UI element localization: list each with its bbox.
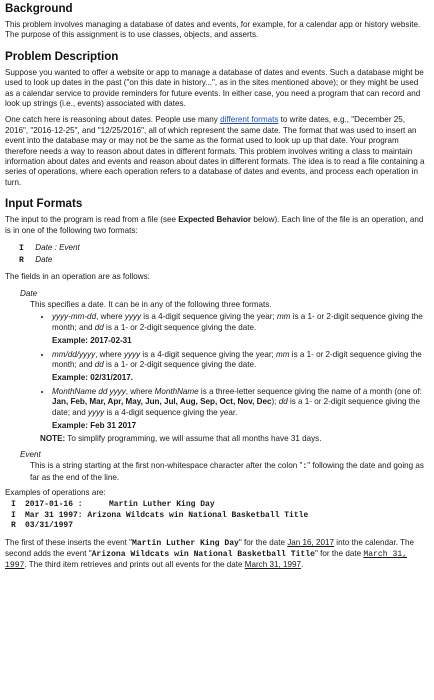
- examples-intro: Examples of operations are:: [5, 488, 106, 497]
- example-iso: Example: 2017-02-31: [52, 336, 132, 346]
- example-row: I Mar 31 1997: Arizona Wildcats win National Basketball Title: [11, 510, 309, 520]
- format-retrieve: R Date: [19, 255, 53, 266]
- background-heading: Background: [5, 2, 73, 15]
- date-definition: This specifies a date. It can be in any of the following three formats. • yyyy-mm-dd, where yyyy is a 4-digit sequence giving the year; mm is a 1- or 2-digit sequence giving the month; and dd is a 1- or 2-digit sequence giving the date. Example: 2017-02-31 • mm/dd/yyyy, where yyyy is a 4-digit sequence giving the year; mm is a 1- or 2-digit sequence giving the month; and dd is a 1- or 2-digit sequence giving the date. Example: 02/31/2017. • MonthName dd yyyy, where MonthName is a three-letter sequence giving the name of a month (one of: Jan, Feb, Mar, Apr, May, Jun, Jul, Aug, Sep, Oct, Nov, Dec); dd is a 1- or 2-digit sequence giving the date; and yyyy is a 4-digit sequence giving the year. Example: Feb 31 2017 NOTE: To simplify programming, we will assume that all months have 31 days.: [30, 300, 429, 445]
- background-text: This problem involves managing a database of dates and events, for example, for a calendar app or history website. The purpose of this assignment is to use classes, objects, and asserts.: [5, 20, 421, 40]
- input-formats-heading: Input Formats: [5, 197, 83, 211]
- date-format-slash: • mm/dd/yyyy, where yyyy is a 4-digit sequence giving the year; mm is a 1- or 2-digit sequence giving the month; and dd is a 1- or 2-digit sequence giving the date. Example: 02/31/2017.: [52, 350, 429, 384]
- example-monthname: Example: Feb 31 2017: [52, 420, 137, 430]
- example-row: I 2017-01-16 : Martin Luther King Day: [11, 500, 215, 510]
- fields-intro: The fields in an operation are as follows:: [5, 272, 150, 282]
- problem-heading: Problem Description: [5, 49, 119, 63]
- format-insert: I Date : Event: [19, 243, 80, 254]
- example-row: R 03/31/1997: [11, 521, 74, 531]
- event-definition: This is a string starting at the first non-whitespace character after the colon ":" following the date and going as far as the end of the line.: [30, 461, 424, 482]
- problem-paragraph-1: Suppose you wanted to offer a website or app to manage a database of dates and events. Such a database might be used to look up dates in the past ("on this date in history...", as in the sites mentioned above); or they might be used as a calendar service to provide reminders for future events. In either case, you need a program that can record and look up strings (i.e., events) associated with dates.: [5, 67, 424, 109]
- note: NOTE: To simplify programming, we will assume that all months have 31 days.: [40, 434, 322, 444]
- example-slash: Example: 02/31/2017.: [52, 373, 133, 383]
- problem-paragraph-2: One catch here is reasoning about dates. People use many different formats to write dates, e.g., "December 25, 2016", "2016-12-25", and "12/25/2016", all of which represent the same date. The format that was used to insert an event into the database may or may not be the same as the format used to look up up that date. Your program therefore needs a way to reason about dates in different formats. This problem involves writing a class to maintain information about dates and events and reason about dates in different formats. The idea is to read a file containing a series of operations, where each operation refers to a database of dates and events, and process each operation in turn.: [5, 115, 425, 187]
- event-term: Event: [20, 449, 41, 459]
- field-definitions: [20, 289, 429, 484]
- input-intro: The input to the program is read from a file (see Expected Behavior below). Each line of the file is an operation, and is in one of the following two formats:: [5, 215, 424, 235]
- different-formats-link[interactable]: different formats: [220, 115, 279, 125]
- date-format-monthname: • MonthName dd yyyy, where MonthName is a three-letter sequence giving the name of a month (one of: Jan, Feb, Mar, Apr, May, Jun, Jul, Aug, Sep, Oct, Nov, Dec); dd is a 1- or 2-digit sequence giving the date; and yyyy is a 4-digit sequence giving the year. Example: Feb 31 2017: [52, 387, 429, 432]
- date-term: Date: [20, 288, 38, 298]
- examples-explanation: The first of these inserts the event "Martin Luther King Day" for the date Jan 16, 2017 into the calendar. The second adds the event "Arizona Wildcats win National Basketball Title" for the date March 31, 1997. The third item retrieves and prints out all events for the date March 31, 1997.: [5, 537, 414, 571]
- date-format-iso: • yyyy-mm-dd, where yyyy is a 4-digit sequence giving the year; mm is a 1- or 2-digit sequence giving the month; and dd is a 1- or 2-digit sequence giving the date. Example: 2017-02-31: [52, 312, 429, 346]
- operation-formats: [19, 242, 429, 266]
- examples-block: [11, 500, 429, 531]
- date-format-list: [30, 312, 429, 431]
